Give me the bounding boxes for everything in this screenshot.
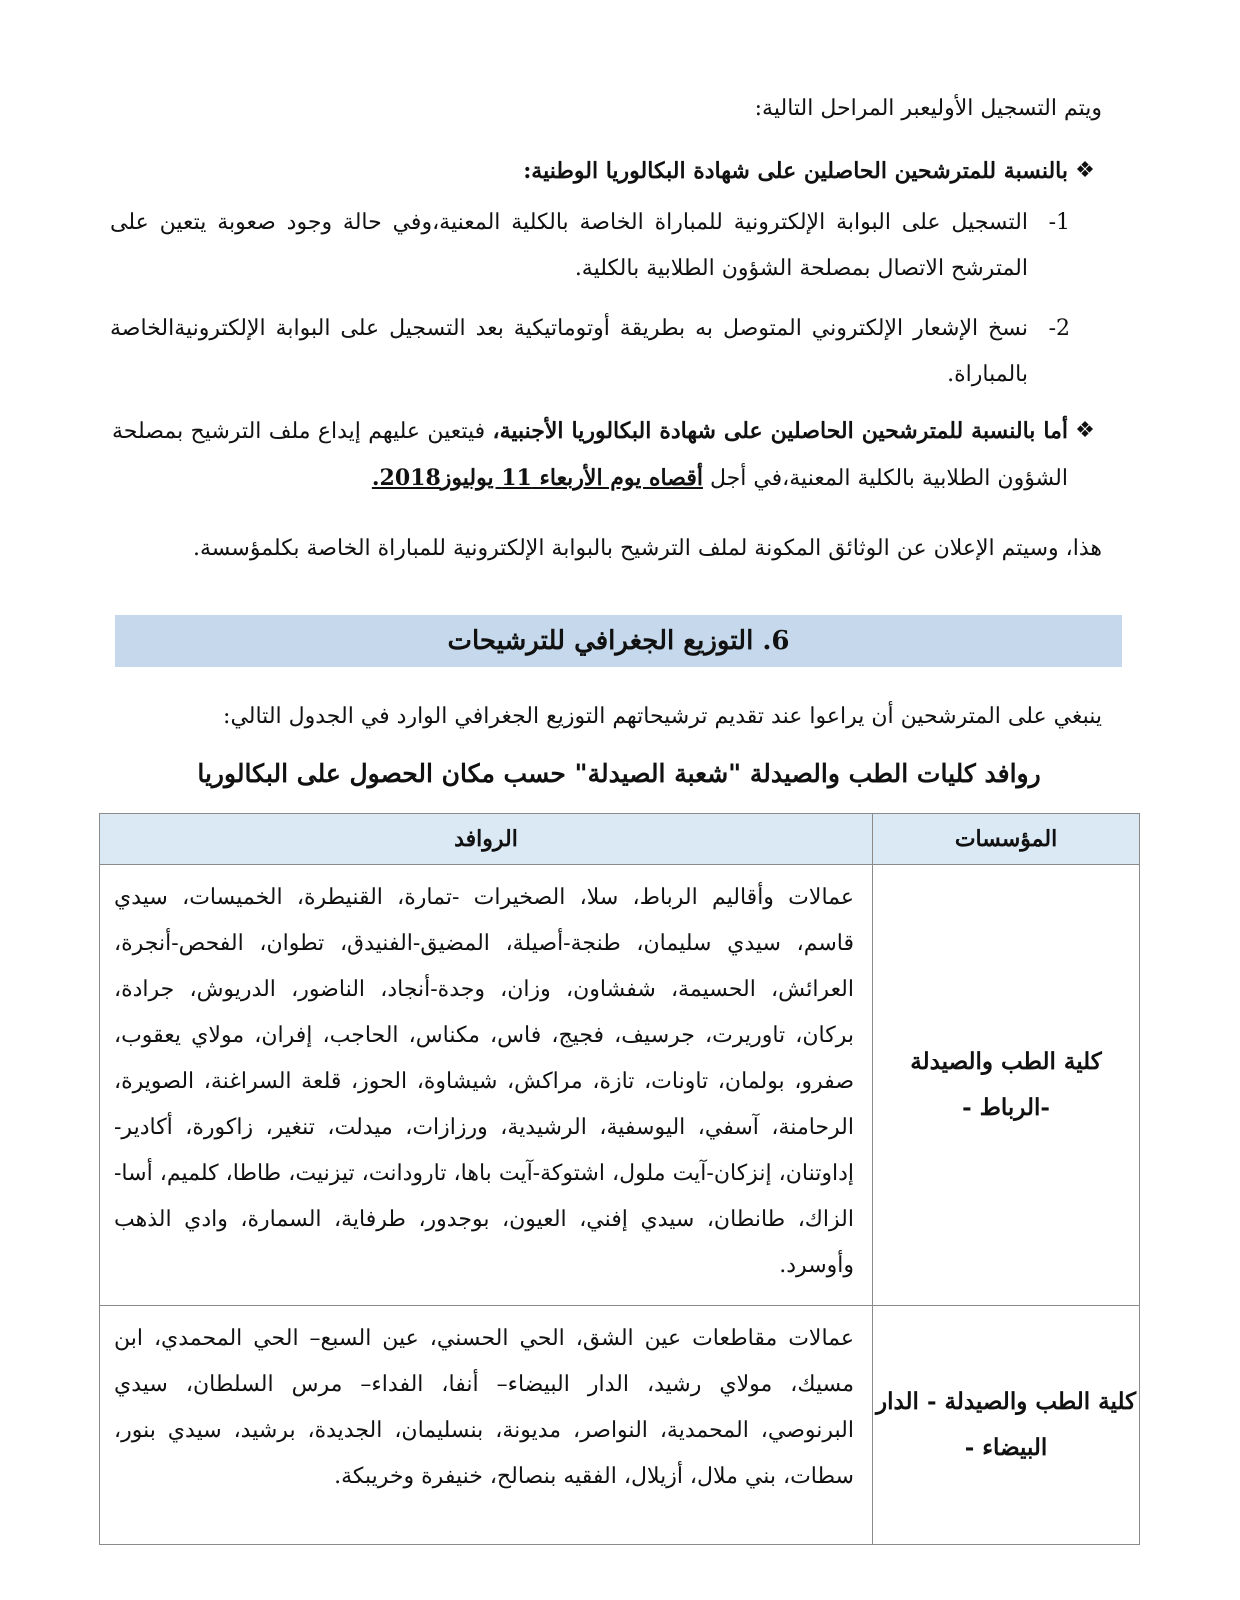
note-text: هذا، وسيتم الإعلان عن الوثائق المكونة لملف الترشيح بالبوابة الإلكترونية للمباراة الخاصة بكلمؤسسة.: [192, 536, 1102, 561]
step-2: [110, 306, 1070, 398]
distribution-table: [99, 813, 1140, 1545]
bullet-foreign-bold: أما بالنسبة للمترشحين الحاصلين على شهادة البكالوريا الأجنبية،: [492, 418, 1068, 444]
table-title: روافد كليات الطب والصيدلة "شعبة الصيدلة" حسب مكان الحصول على البكالوريا: [197, 759, 1041, 788]
bullet-foreign-text: [112, 408, 1068, 502]
step-text: التسجيل على البوابة الإلكترونية للمباراة الخاصة بالكلية المعنية،وفي حالة وجود صعوبة يتعين على المترشح الاتصال بمصلحة الشؤون الطلابية بالكلية.: [110, 210, 1028, 281]
diamond-bullet-icon: ❖: [1075, 158, 1095, 183]
deadline-text: أقصاه يوم الأربعاء 11 يوليوز2018.: [371, 465, 703, 491]
diamond-bullet-icon: ❖: [1075, 418, 1095, 443]
step-1: [110, 200, 1070, 292]
bullet-national: [112, 148, 1102, 194]
guide-text: ينبغي على المترشحين أن يراعوا عند تقديم ترشيحاتهم التوزيع الجغرافي الوارد في الجدول التالي:: [223, 704, 1102, 729]
institution-cell: كلية الطب والصيدلة - الدار البيضاء -: [873, 1306, 1140, 1545]
header-institutions: المؤسسات: [873, 814, 1140, 865]
table-row: [100, 865, 1140, 1306]
section-heading: 6. التوزيع الجغرافي للترشيحات: [115, 615, 1122, 667]
areas-cell: عمالات وأقاليم الرباط، سلا، الصخيرات -تمارة، القنيطرة، الخميسات، سيدي قاسم، سيدي سليمان، طنجة-أصيلة، المضيق-الفنيدق، تطوان، الفحص-أنجرة، العرائش، الحسيمة، شفشاون، وزان، وجدة-أنجاد، الناضور، الدريوش، جرادة، بركان، تاوريرت، جرسيف، فجيج، فاس، مكناس، الحاجب، إفران، مولاي يعقوب، صفرو، بولمان، تاونات، تازة، مراكش، شيشاوة، الحوز، قلعة السراغنة، الصويرة، الرحامنة، آسفي، اليوسفية، الرشيدية، ورزازات، ميدلت، تنغير، زاكورة، أكادير-إداوتنان، إنزكان-آيت ملول، اشتوكة-آيت باها، تارودانت، تيزنيت، طاطا، كلميم، أسا-الزاك، طانطان، سيدي إفني، العيون، بوجدور، طرفاية، السمارة، وادي الذهب وأوسرد.: [100, 865, 873, 1306]
areas-cell: عمالات مقاطعات عين الشق، الحي الحسني، عين السبع– الحي المحمدي، ابن مسيك، مولاي رشيد، الدار البيضاء– أنفا، الفداء– مرس السلطان، سيدي البرنوصي، المحمدية، النواصر، مديونة، بنسليمان، الجديدة، برشيد، سيدي بنور، سطات، بني ملال، أزيلال، الفقيه بنصالح، خنيفرة وخريبكة.: [100, 1306, 873, 1545]
bullet-foreign-rest: فيتعين عليهم إيداع ملف الترشيح بمصلحة الشؤون الطلابية بالكلية المعنية،في أجل: [112, 419, 1068, 491]
intro-text: ويتم التسجيل الأوليعبر المراحل التالية:: [754, 96, 1102, 121]
header-areas: الروافد: [100, 814, 873, 865]
table-header-row: [100, 814, 1140, 865]
step-number: 1-: [1048, 210, 1070, 235]
bullet-foreign: [112, 408, 1102, 502]
bullet-national-text: بالنسبة للمترشحين الحاصلين على شهادة البكالوريا الوطنية:: [523, 158, 1068, 184]
step-text: نسخ الإشعار الإلكتروني المتوصل به بطريقة أوتوماتيكية بعد التسجيل على البوابة الإلكترونيةالخاصة بالمباراة.: [110, 316, 1028, 387]
step-number: 2-: [1048, 316, 1070, 341]
institution-cell: كلية الطب والصيدلة -الرباط -: [873, 865, 1140, 1306]
table-row: [100, 1306, 1140, 1545]
